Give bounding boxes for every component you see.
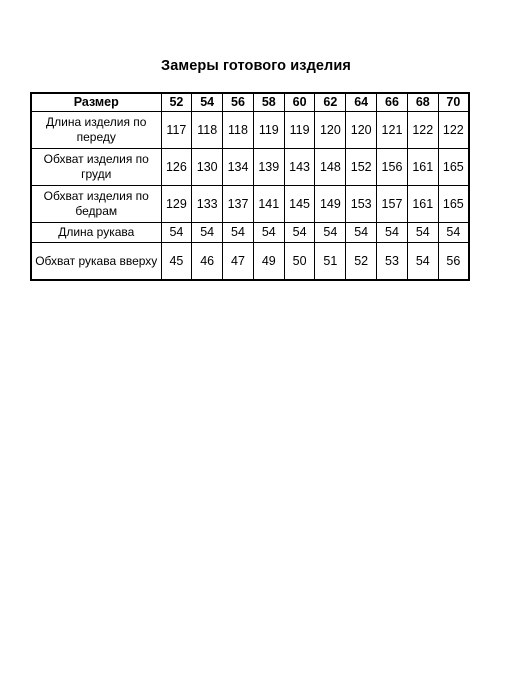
header-size-cell: 70 [438, 93, 469, 112]
value-cell: 121 [377, 112, 408, 149]
value-cell: 152 [346, 149, 377, 186]
value-cell: 141 [253, 186, 284, 223]
header-size-cell: 58 [253, 93, 284, 112]
header-size-cell: 66 [377, 93, 408, 112]
value-cell: 54 [438, 223, 469, 243]
header-label-cell: Размер [31, 93, 161, 112]
value-cell: 46 [192, 243, 223, 281]
header-size-cell: 68 [407, 93, 438, 112]
row-label-cell: Обхват изделия по бедрам [31, 186, 161, 223]
value-cell: 139 [253, 149, 284, 186]
header-size-cell: 62 [315, 93, 346, 112]
value-cell: 118 [192, 112, 223, 149]
value-cell: 122 [438, 112, 469, 149]
table-header-row [31, 93, 469, 112]
value-cell: 54 [407, 243, 438, 281]
value-cell: 129 [161, 186, 192, 223]
value-cell: 45 [161, 243, 192, 281]
value-cell: 161 [407, 149, 438, 186]
header-size-cell: 60 [284, 93, 315, 112]
value-cell: 153 [346, 186, 377, 223]
value-cell: 145 [284, 186, 315, 223]
value-cell: 117 [161, 112, 192, 149]
value-cell: 119 [253, 112, 284, 149]
value-cell: 165 [438, 186, 469, 223]
header-size-cell: 56 [223, 93, 254, 112]
value-cell: 54 [223, 223, 254, 243]
value-cell: 49 [253, 243, 284, 281]
value-cell: 54 [346, 223, 377, 243]
value-cell: 53 [377, 243, 408, 281]
row-label-cell: Длина изделия по переду [31, 112, 161, 149]
value-cell: 130 [192, 149, 223, 186]
value-cell: 126 [161, 149, 192, 186]
value-cell: 156 [377, 149, 408, 186]
value-cell: 54 [377, 223, 408, 243]
value-cell: 157 [377, 186, 408, 223]
table-row [31, 112, 469, 149]
row-label-cell: Длина рукава [31, 223, 161, 243]
value-cell: 119 [284, 112, 315, 149]
value-cell: 133 [192, 186, 223, 223]
size-table [30, 92, 470, 281]
value-cell: 134 [223, 149, 254, 186]
value-cell: 165 [438, 149, 469, 186]
value-cell: 54 [315, 223, 346, 243]
page-title: Замеры готового изделия [161, 58, 351, 74]
header-size-cell: 64 [346, 93, 377, 112]
value-cell: 52 [346, 243, 377, 281]
value-cell: 54 [161, 223, 192, 243]
table-row [31, 243, 469, 281]
value-cell: 51 [315, 243, 346, 281]
value-cell: 143 [284, 149, 315, 186]
value-cell: 149 [315, 186, 346, 223]
value-cell: 56 [438, 243, 469, 281]
table-row [31, 186, 469, 223]
value-cell: 120 [346, 112, 377, 149]
value-cell: 47 [223, 243, 254, 281]
value-cell: 120 [315, 112, 346, 149]
value-cell: 148 [315, 149, 346, 186]
value-cell: 50 [284, 243, 315, 281]
value-cell: 54 [407, 223, 438, 243]
row-label-cell: Обхват изделия по груди [31, 149, 161, 186]
header-size-cell: 52 [161, 93, 192, 112]
value-cell: 137 [223, 186, 254, 223]
value-cell: 54 [253, 223, 284, 243]
value-cell: 118 [223, 112, 254, 149]
value-cell: 161 [407, 186, 438, 223]
table-row [31, 223, 469, 243]
table-row [31, 149, 469, 186]
value-cell: 122 [407, 112, 438, 149]
value-cell: 54 [192, 223, 223, 243]
header-size-cell: 54 [192, 93, 223, 112]
row-label-cell: Обхват рукава вверху [31, 243, 161, 281]
value-cell: 54 [284, 223, 315, 243]
